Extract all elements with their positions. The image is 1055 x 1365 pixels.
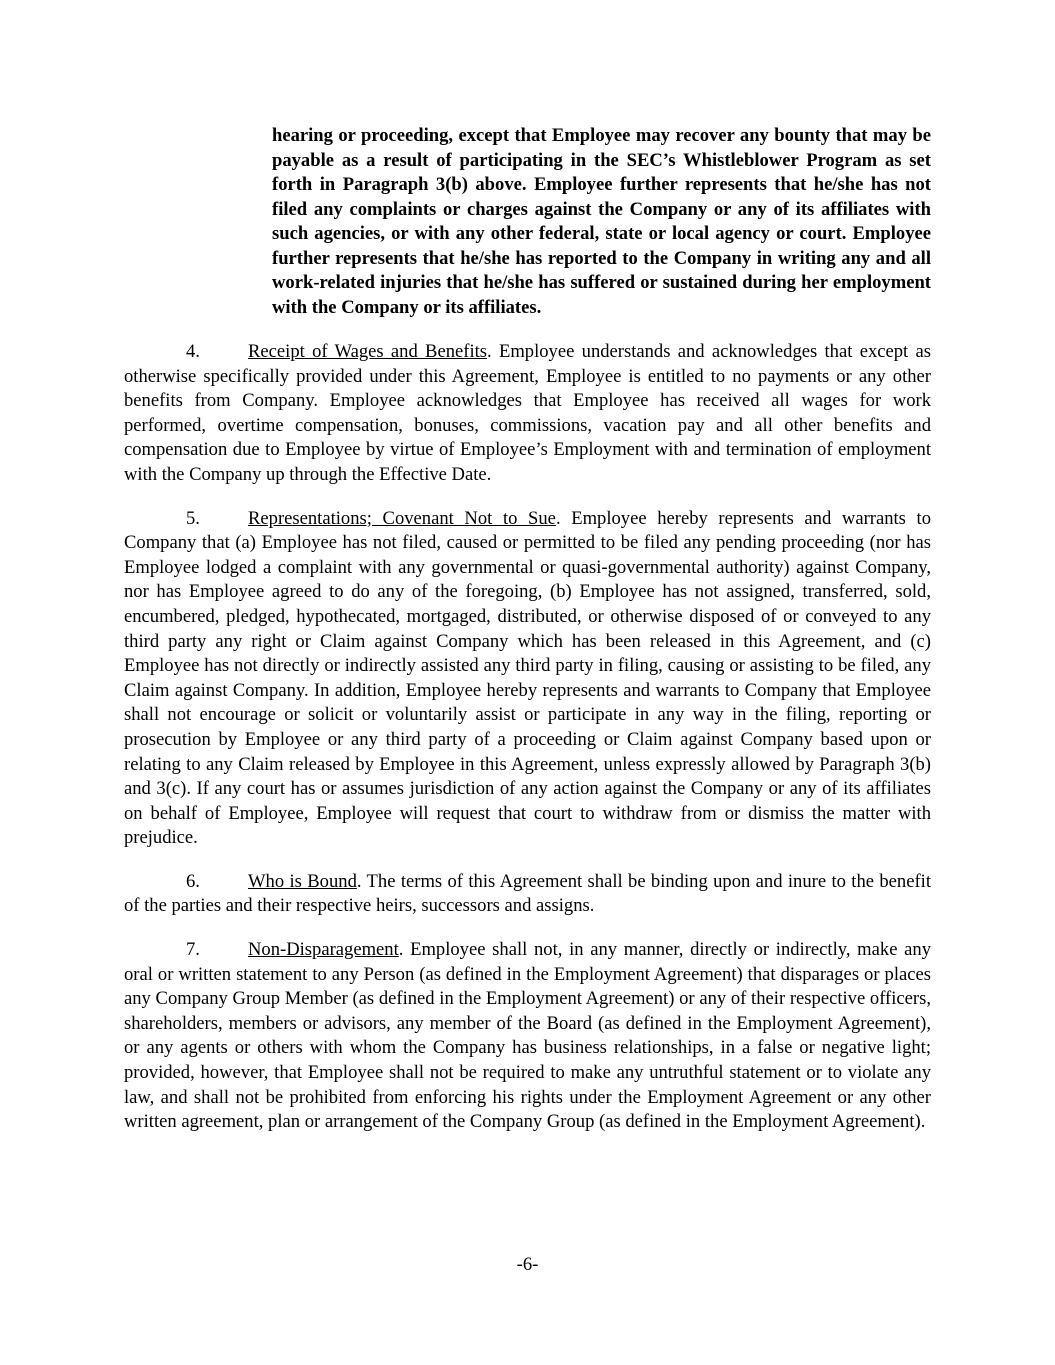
section-number: 4. (186, 341, 200, 362)
section-5 (124, 507, 931, 851)
document-page (124, 124, 931, 1154)
section-heading: Receipt of Wages and Benefits (248, 341, 488, 362)
section-heading: Who is Bound (248, 870, 357, 892)
section-body: . The terms of this Agreement shall be binding upon and inure to the benefit of the parties and their respective heirs, successors and assigns. (124, 870, 931, 917)
section-body: . Employee shall not, in any manner, directly or indirectly, make any oral or written statement to any Person (as defined in the Employment Agreement) that disparages or places any Company Group Member (as defined in the Employment Agreement) or any of their respective officers, shareholders, members or advisors, any member of the Board (as defined in the Employment Agreement), or any agents or others with whom the Company has business relationships, in a false or negative light; provided, however, that Employee shall not be required to make any untruthful statement or to violate any law, and shall not be prohibited from enforcing his rights under the Employment Agreement or any other written agreement, plan or arrangement of the Company Group (as defined in the Employment Agreement). (124, 939, 931, 1133)
section-number: 7. (186, 939, 200, 961)
section-body: . Employee hereby represents and warrants to Company that (a) Employee has not filed, caused or permitted to be filed any pending proceeding (nor has Employee lodged a complaint with any governmental or quasi-governmental authority) against Company, nor has Employee agreed to do any of the foregoing, (b) Employee has not assigned, transferred, sold, encumbered, pledged, hypothecated, mortgaged, distributed, or otherwise disposed of or conveyed to any third party any right or Claim against Company which has been released in this Agreement, and (c) Employee has not directly or indirectly assisted any third party in filing, causing or assisting to be filed, any Claim against Company. In addition, Employee hereby represents and warrants to Company that Employee shall not encourage or solicit or voluntarily assist or participate in any way in the filing, reporting or prosecution by Employee or any third party of a proceeding or Claim against Company based upon or relating to any Claim released by Employee in this Agreement, unless expressly allowed by Paragraph 3(b) and 3(c). If any court has or assumes jurisdiction of any action against the Company or any of its affiliates on behalf of Employee, Employee will request that court to withdraw from or dismiss the matter with prejudice. (124, 507, 931, 849)
section-heading: Representations; Covenant Not to Sue (248, 507, 556, 529)
continued-clause-text: hearing or proceeding, except that Employee may recover any bounty that may be payable as a result of participating in the SEC’s Whistleblower Program as set forth in Paragraph 3(b) above. Employee further represents that he/she has not filed any complaints or charges against the Company or any of its affiliates with such agencies, or with any other federal, state or local agency or court. Employee further represents that he/she has reported to the Company in writing any and all work-related injuries that he/she has suffered or sustained during her employment with the Company or its affiliates. (272, 125, 931, 318)
section-4 (124, 340, 931, 488)
section-body: . Employee understands and acknowledges that except as otherwise specifically provided under this Agreement, Employee is entitled to no payments or any other benefits from Company. Employee acknowledges that Employee has received all wages for work performed, overtime compensation, bonuses, commissions, vacation pay and all other benefits and compensation due to Employee by virtue of Employee’s Employment with and termination of employment with the Company up through the Effective Date. (124, 341, 931, 485)
page-number: -6- (516, 1254, 539, 1275)
section-6 (124, 870, 931, 919)
section-7 (124, 938, 931, 1135)
section-heading: Non-Disparagement (248, 939, 399, 961)
section-number: 5. (186, 507, 200, 529)
section-number: 6. (186, 870, 200, 892)
